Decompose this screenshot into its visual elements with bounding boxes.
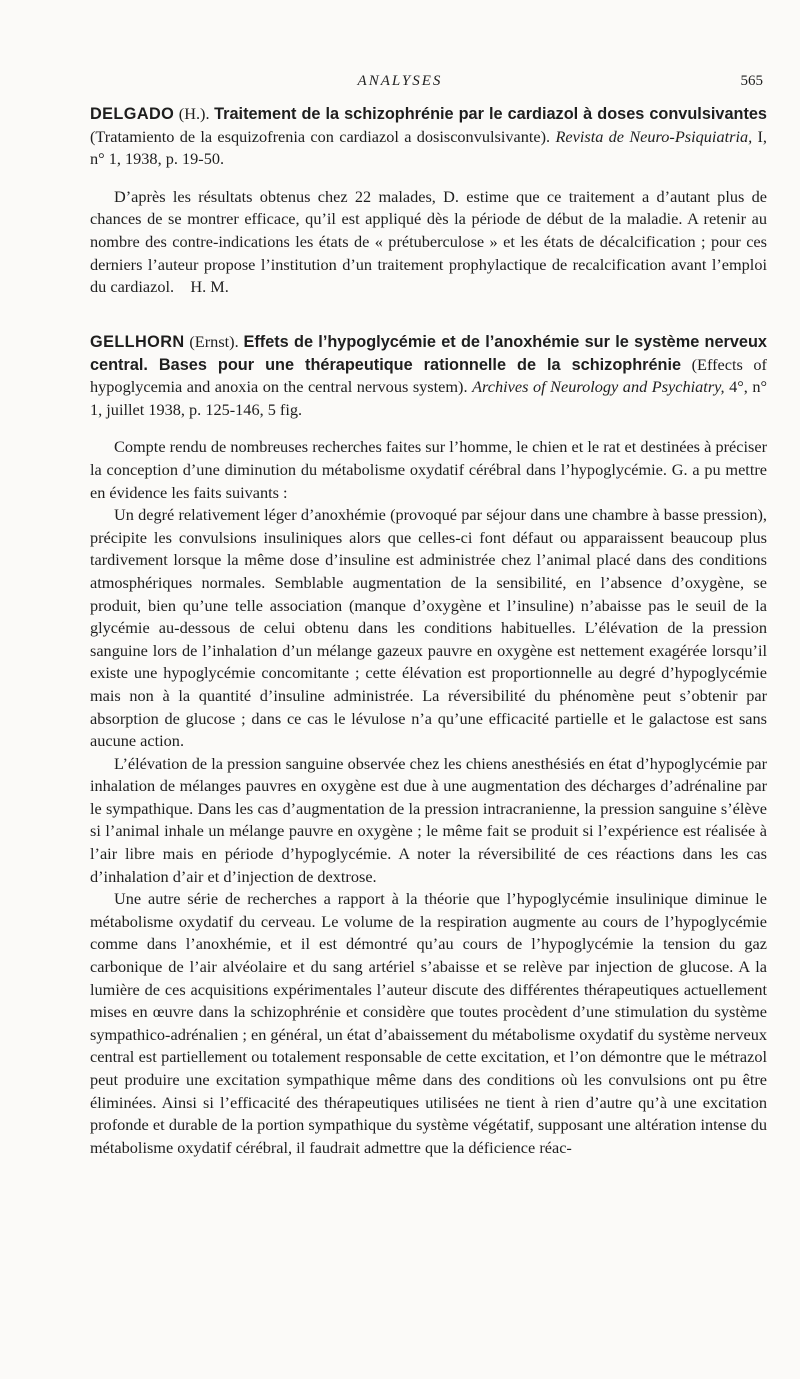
entry-paragraph: Une autre série de recherches a rapport à la théorie que l’hypoglycémie insulinique diminue le métabolisme oxydatif du cerveau. Le volume de la respiration augmente au cours de l’hypoglycémie comme dans l’anoxhémie, et il est démontré qu’au cours de l’hypoglycémie la tension du gaz carbonique de l’air alvéolaire et du sang artériel s’abaisse et se relève par injection de glucose. A la lumière de ces acquisitions expérimentales l’auteur discute des différentes thérapeutiques actuellement mises en œuvre dans la schizophrénie et considère que toutes procèdent d’une stimulation du système sympathico-adrénalien ; en général, un état d’abaissement du métabolisme oxydatif du système nerveux central est partiellement ou totalement responsable de cette excitation, et l’on démontre que le métrazol peut produire une excitation sympathique même dans des conditions où les convulsions ont pu être éliminées. Ainsi si l’efficacité des thérapeutiques utilisées ne tient à rien d’autre qu’à une excitation profonde et durable de la portion sympathique du système végétatif, supposant une altération intense du métabolisme oxydatif cérébral, il faudrait admettre que la déficience réac- <box>90 889 767 1157</box>
page-number: 565 <box>740 73 763 89</box>
entry-signature: H. M. <box>190 277 229 297</box>
entry-paragraph-text: D’après les résultats obtenus chez 22 malades, D. estime que ce traitement a d’autant plus de chances de se montrer efficace, qu’il est appliqué dès la période de début de la maladie. A retenir au nombre des contre-indications les états de « prétuberculose » et les états de décalcification ; pour ces derniers l’auteur propose l’institution d’un traitement prophylactique de recalcification avant l’emploi du cardiazol. <box>90 186 767 297</box>
entry-author-initial: (Ernst). <box>189 332 239 351</box>
entry-heading <box>90 331 767 421</box>
entry-title: Traitement de la schizophrénie par le cardiazol à doses convulsivantes <box>214 105 767 123</box>
entry-citation: I, n° 1, 1938, p. 19-50. <box>90 126 768 169</box>
entry-paragraph: Un degré relativement léger d’anoxhémie (provoqué par séjour dans une chambre à basse pression), précipite les convulsions insuliniques alors que celles-ci font défaut ou apparaissent beaucoup plus tardivement lorsque la même dose d’insuline est administrée chez l’animal placé dans des conditions atmosphériques normales. Semblable augmentation de la sensibilité, en l’absence d’oxygène, se produit, bien qu’une telle association (manque d’oxygène et l’insuline) n’abaisse pas le seuil de la glycémie au-dessous de celui obtenu dans les conditions habituelles. L’élévation de la pression sanguine lors de l’inhalation d’un mélange gazeux pauvre en oxygène est nettement exagérée lorsqu’il existe une hypoglycémie concomitante ; cette élévation est proportionnelle au degré d’hypoglycémie mais non à la quantité d’insuline administrée. La réversibilité du phénomène peut s’obtenir par absorption de glucose ; dans ce cas le lévulose n’a qu’une efficacité partielle et le galactose est sans aucune action. <box>90 505 767 751</box>
entry-paragraph <box>90 186 767 299</box>
entry-author-initial: (H.). <box>178 104 210 123</box>
review-entry-gellhorn <box>90 331 767 1159</box>
entry-original-title: (Effects of hypoglycemia and anoxia on the central nervous system). <box>90 354 767 397</box>
review-entry-delgado <box>90 103 767 299</box>
entry-source: Revista de Neuro-Psiquiatria, <box>555 126 753 146</box>
entry-source: Archives of Neurology and Psychiatry, <box>472 377 725 397</box>
entry-author: DELGADO <box>90 105 175 123</box>
entry-author: GELLHORN <box>90 333 185 351</box>
entry-original-title: (Tratamiento de la esquizofrenia con cardiazol a dosisconvulsivante). <box>90 126 551 146</box>
entry-heading <box>90 103 767 171</box>
entry-paragraph: Compte rendu de nombreuses recherches faites sur l’homme, le chien et le rat et destinées à préciser la conception d’une diminution du métabolisme oxydatif cérébral dans l’hypoglycémie. G. a pu mettre en évidence les faits suivants : <box>90 437 767 502</box>
entry-paragraph: L’élévation de la pression sanguine observée chez les chiens anesthésiés en état d’hypoglycémie par inhalation de mélanges pauvres en oxygène est due à une augmentation des décharges d’adrénaline par le sympathique. Dans les cas d’augmentation de la pression intracranienne, la pression sanguine s’élève si l’animal inhale un mélange pauvre en oxygène ; le même fait se produit si l’expérience est réalisée à l’air libre mais en période d’hypoglycémie. A noter la réversibilité de ces réactions dans les cas d’inhalation d’air et d’injection de dextrose. <box>90 753 767 886</box>
running-head: ANALYSES <box>357 73 443 89</box>
entry-citation: 4°, n° 1, juillet 1938, p. 125-146, 5 fig. <box>90 377 767 419</box>
entry-title: Effets de l’hypoglycémie et de l’anoxhémie sur le système nerveux central. Bases pour une thérapeutique rationnelle de la schizophrénie <box>90 333 767 374</box>
